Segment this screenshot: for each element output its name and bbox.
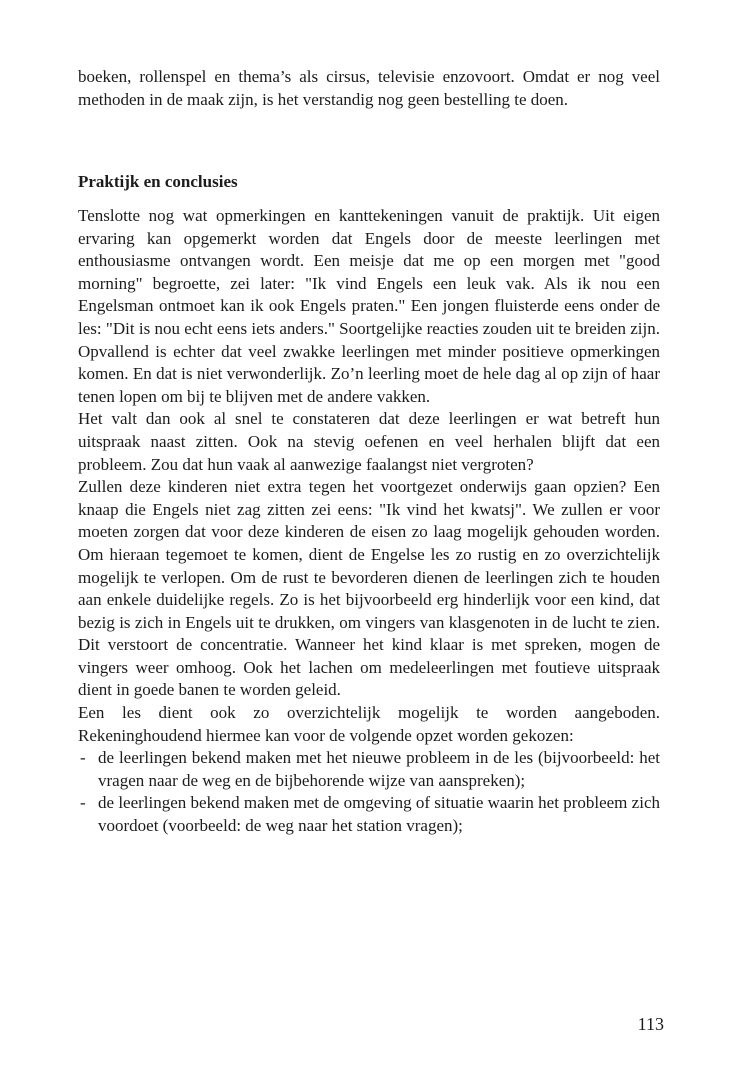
paragraph-uitspraak: Het valt dan ook al snel te constateren dat deze leerlingen er wat betreft hun uitspraak naast zitten. Ook na stevig oefenen en veel herhalen blijft dat een probleem. Zou dat hun vaak al aanwezige faalangst niet vergroten?: [78, 409, 660, 474]
lesson-steps-list: [78, 747, 660, 837]
list-item-text: de leerlingen bekend maken met de omgeving of situatie waarin het probleem zich voordoet (voorbeeld: de weg naar het station vragen);: [98, 793, 660, 836]
paragraph-voortgezet-onderwijs: Zullen deze kinderen niet extra tegen het voortgezet onderwijs gaan opzien? Een knaap die Engels niet zag zitten zei eens: "Ik vind het kwatsj". We zullen er voor moeten zorgen dat voor deze kinderen de eisen zo laag mogelijk gehouden worden. Om hieraan tegemoet te komen, dient de Engelse les zo rustig en zo overzichtelijk mogelijk te verlopen. Om de rust te bevorderen dienen de leerlingen zich te houden aan enkele duidelijke regels. Zo is het bijvoorbeeld erg hinderlijk voor een kind, dat bezig is zich in Engels uit te drukken, om vingers van klasgenoten in de lucht te zien. Dit verstoort de concentratie. Wanneer het kind klaar is met spreken, mogen de vingers weer omhoog. Ook het lachen om medeleerlingen met foutieve uitspraak dient in goede banen te worden geleid.: [78, 477, 660, 700]
intro-paragraph: boeken, rollenspel en thema’s als cirsus, televisie enzovoort. Omdat er nog veel methoden in de maak zijn, is het verstandig nog geen bestelling te doen.: [78, 67, 660, 109]
list-dash: -: [80, 748, 86, 768]
paragraph-praktijk: Tenslotte nog wat opmerkingen en kanttekeningen vanuit de praktijk. Uit eigen ervaring kan opgemerkt worden dat Engels door de meeste leerlingen met enthousiasme ontvangen wordt. Een meisje dat me op een morgen met "good morning" begroette, zei later: "Ik vind Engels een leuk vak. Als ik nou een Engelsman ontmoet kan ik ook Engels praten." Een jongen fluisterde eens onder de les: "Dit is nou echt eens iets anders." Soortgelijke reacties zouden uit te breiden zijn. Opvallend is echter dat veel zwakke leerlingen met minder positieve opmerkingen komen. En dat is niet verwonderlijk. Zo’n leerling moet de hele dag al op zijn of haar tenen lopen om bij te blijven met de andere vakken.: [78, 206, 660, 406]
section-body: [78, 205, 660, 838]
page-number: 113: [637, 1014, 664, 1034]
list-item-text: de leerlingen bekend maken met het nieuwe probleem in de les (bijvoorbeeld: het vragen naar de weg en de bijbehorende wijze van aanspreken);: [98, 748, 660, 790]
paragraph-opzet: Een les dient ook zo overzichtelijk mogelijk te worden aangeboden. Rekeninghoudend hiermee kan voor de volgende opzet worden gekozen:: [78, 703, 660, 745]
list-item: [78, 747, 660, 792]
list-item: [78, 792, 660, 837]
section-heading: Praktijk en conclusies: [78, 172, 238, 191]
list-dash: -: [80, 793, 86, 813]
